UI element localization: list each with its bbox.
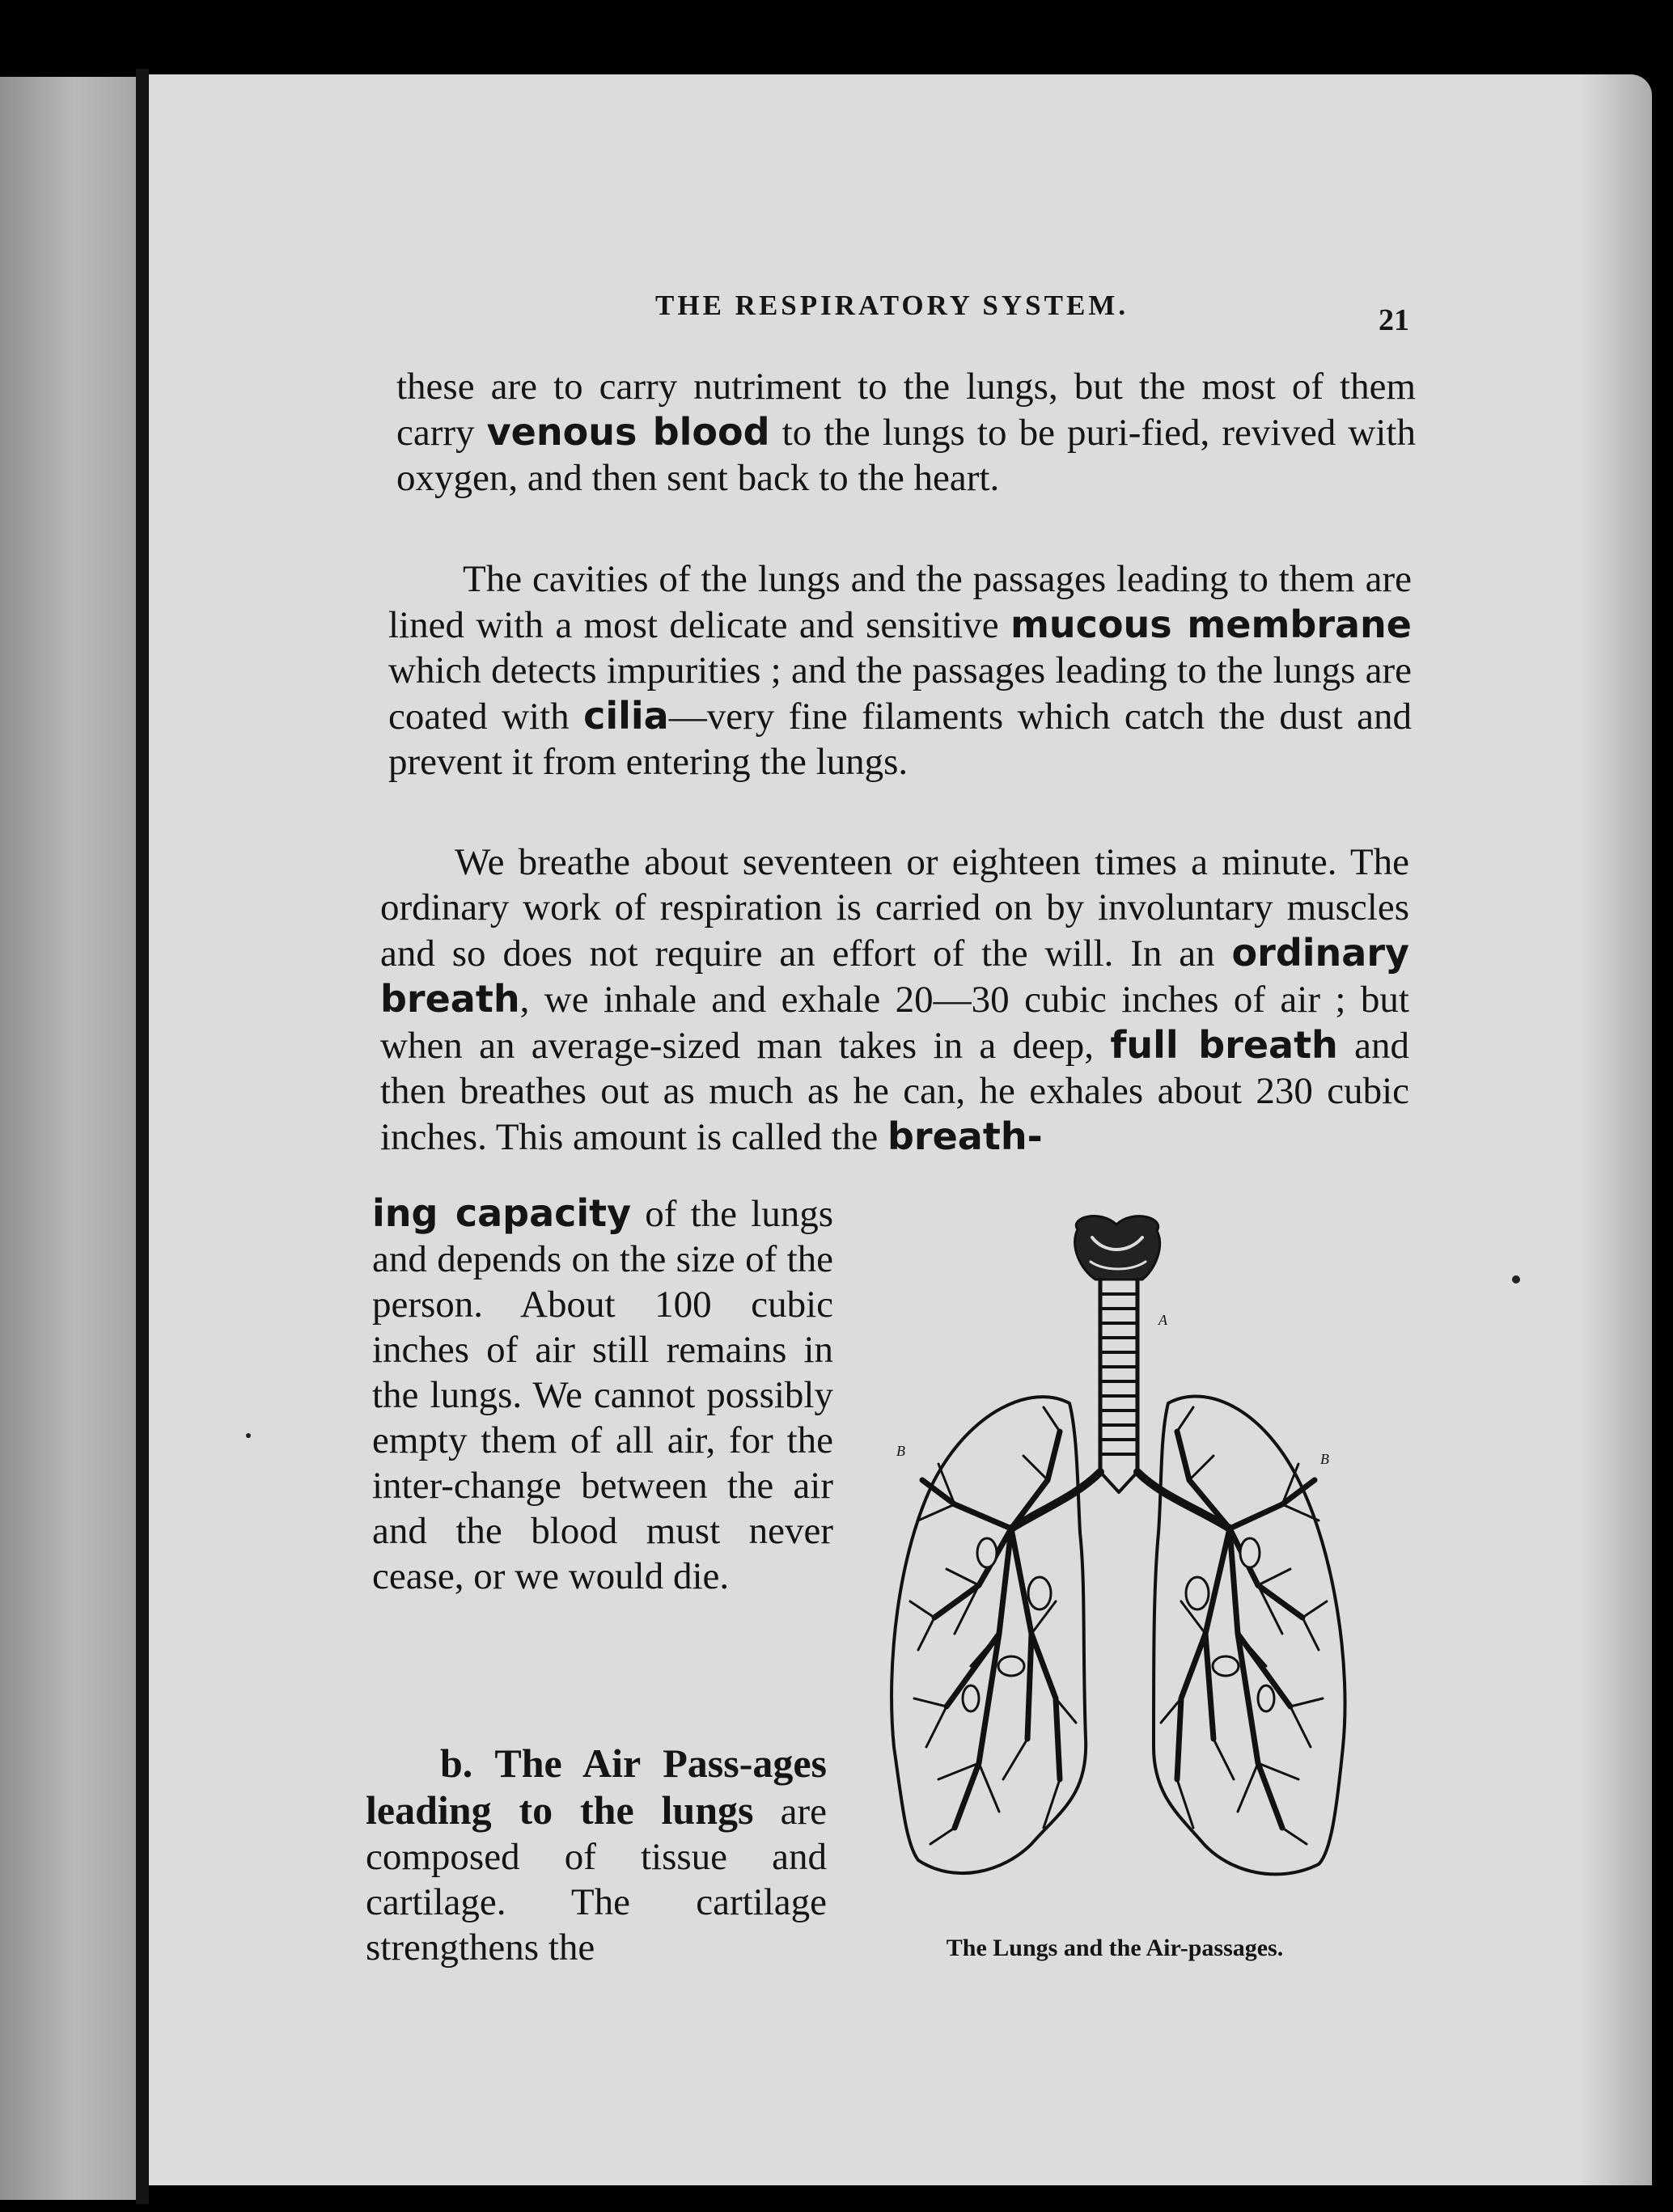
- bold-term: full breath: [1110, 1023, 1338, 1067]
- body-text: We breathe about seventeen or eighteen times a minute. The ordinary work of respiration is carried on by involuntary muscles and so does not require an effort of the will. In an: [380, 841, 1409, 975]
- body-text: The cavities of the lungs and the passages leading to them are lined with a most delicate and sensitive: [388, 558, 1412, 646]
- paragraph: [380, 840, 1409, 1160]
- paragraph: [366, 1740, 827, 1970]
- bold-term: ing capacity: [372, 1191, 632, 1235]
- figure-label-b-right: B: [1320, 1451, 1329, 1467]
- bold-term: ordinary breath: [380, 931, 1409, 1021]
- body-text: to the lungs to be puri-fied, revived with oxygen, and then sent back to the heart.: [396, 412, 1416, 499]
- paragraph: [388, 556, 1412, 785]
- print-speck: [246, 1433, 251, 1438]
- body-text: and then breathes out as much as he can, he exhales about 230 cubic inches. This amount is called the: [380, 1025, 1409, 1158]
- book-gutter: [136, 69, 149, 2204]
- lungs-figure: [858, 1213, 1375, 1957]
- bold-term: venous blood: [486, 410, 770, 454]
- body-text: these are to carry nutriment to the lungs, but the most of them carry: [396, 366, 1416, 454]
- body-text: of the lungs and depends on the size of the person. About 100 cubic inches of air still remains in the lungs. We cannot possibly empty them of all air, for the inter-change between the air and the blood must never cease, or we would die.: [372, 1193, 833, 1597]
- body-text: , we inhale and exhale 20—30 cubic inches of air ; but when an average-sized man takes in a deep,: [380, 979, 1409, 1067]
- figure-caption: The Lungs and the Air-passages.: [946, 1935, 1284, 1961]
- facing-page-edge: [0, 77, 136, 2200]
- lungs-illustration: [858, 1213, 1375, 1909]
- running-head: THE RESPIRATORY SYSTEM.: [655, 290, 1129, 321]
- section-subheading: b. The Air Pass-ages leading to the lungs: [366, 1740, 827, 1833]
- figure-label-a: A: [1158, 1312, 1167, 1328]
- bold-term: breath-: [887, 1114, 1043, 1158]
- paragraph: [372, 1191, 833, 1599]
- body-text: are composed of tissue and cartilage. The cartilage strengthens the: [366, 1791, 828, 1969]
- bold-term: cilia: [583, 694, 669, 738]
- body-text: —very fine filaments which catch the dust and prevent it from entering the lungs.: [388, 696, 1413, 783]
- page-number: 21: [1379, 303, 1409, 337]
- body-text: which detects impurities ; and the passages leading to the lungs are coated with: [388, 649, 1412, 738]
- figure-label-b-left: B: [896, 1443, 905, 1459]
- print-speck: [1512, 1275, 1520, 1284]
- paragraph: [396, 364, 1416, 501]
- bold-term: mucous membrane: [1010, 603, 1412, 646]
